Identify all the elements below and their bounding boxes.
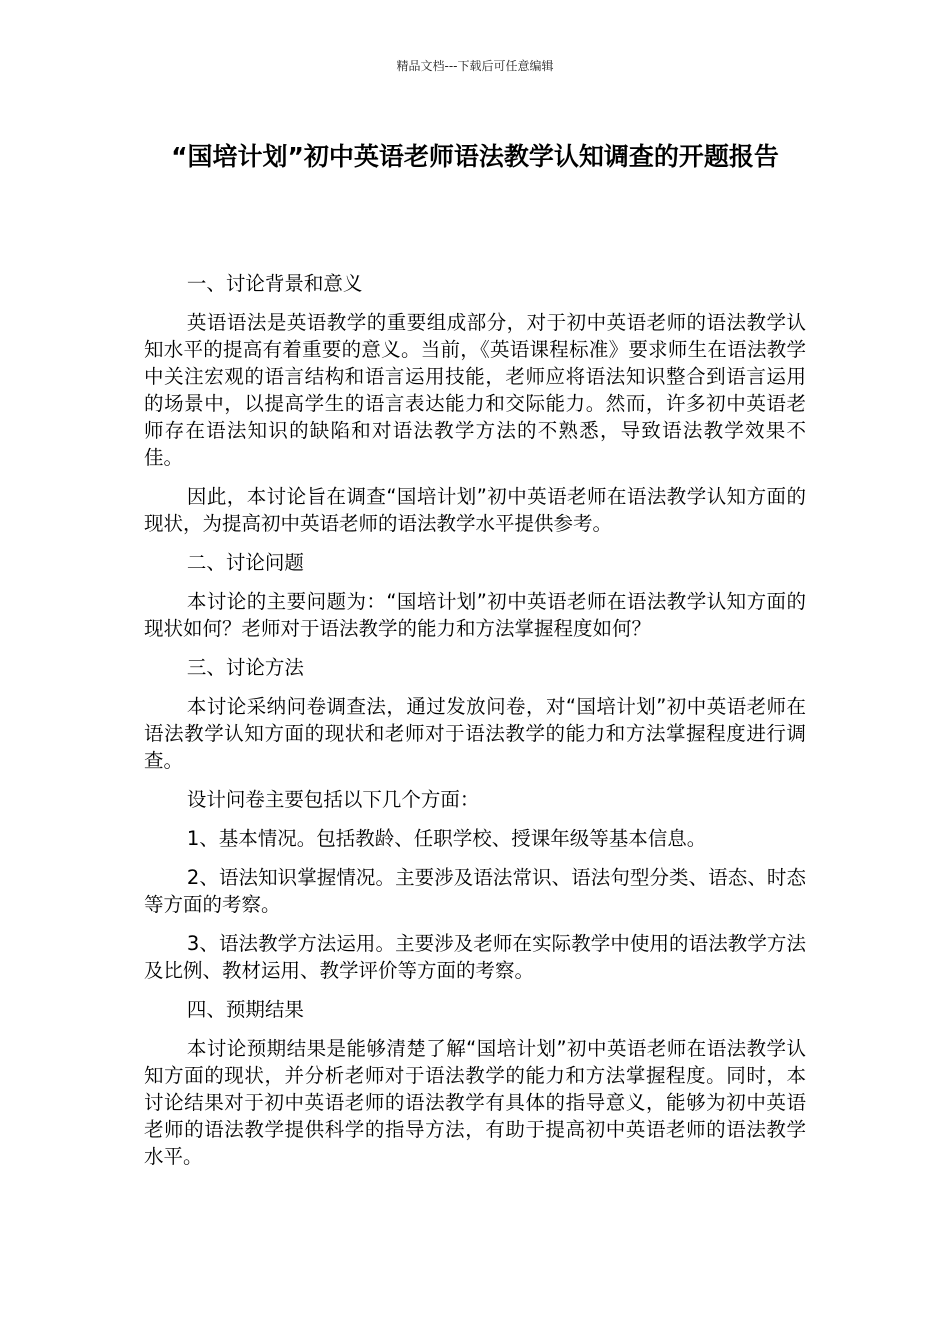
- section-heading-methods: 三、讨论方法: [186, 656, 304, 679]
- paragraph-questions: 本讨论的主要问题为：“国培计划”初中英语老师在语法教学认知方面的现状如何？老师对于语法教学的能力和方法掌握程度如何？: [144, 590, 806, 640]
- paragraph-background: 英语语法是英语教学的重要组成部分，对于初中英语老师的语法教学认知水平的提高有着重要的意义。当前，《英语课程标准》要求师生在语法教学中关注宏观的语言结构和语言运用技能，老师应将语法知识整合到语言运用的场景中，以提高学生的语言表达能力和交际能力。然而，许多初中英语老师存在语法知识的缺陷和对语法教学方法的不熟悉，导致语法教学效果不佳。: [144, 311, 806, 469]
- page-header: 精品文档---下载后可任意编辑: [396, 59, 554, 73]
- paragraph-expected-results: 本讨论预期结果是能够清楚了解“国培计划”初中英语老师在语法教学认知方面的现状，并分析老师对于语法教学的能力和方法掌握程度。同时，本讨论结果对于初中英语老师的语法教学有具体的指导意义，能够为初中英语老师的语法教学提供科学的指导方法，有助于提高初中英语老师的语法教学水平。: [144, 1037, 806, 1168]
- paragraph-questionnaire-intro: 设计问卷主要包括以下几个方面：: [186, 788, 480, 811]
- list-item-basic-info: 1、基本情况。包括教龄、任职学校、授课年级等基本信息。: [186, 827, 707, 850]
- section-heading-background: 一、讨论背景和意义: [186, 272, 363, 295]
- document-body: [144, 270, 806, 1182]
- paragraph-methods: 本讨论采纳问卷调查法，通过发放问卷，对“国培计划”初中英语老师在语法教学认知方面的现状和老师对于语法教学的能力和方法掌握程度进行调查。: [144, 695, 806, 772]
- list-item-grammar-knowledge: 2、语法知识掌握情况。主要涉及语法常识、语法句型分类、语态、时态等方面的考察。: [144, 866, 806, 916]
- paragraph-purpose: 因此，本讨论旨在调查“国培计划”初中英语老师在语法教学认知方面的现状，为提高初中英语老师的语法教学水平提供参考。: [144, 485, 806, 535]
- document-title: “国培计划”初中英语老师语法教学认知调查的开题报告: [171, 142, 779, 171]
- section-heading-expected-results: 四、预期结果: [186, 998, 304, 1021]
- list-item-teaching-methods: 3、语法教学方法运用。主要涉及老师在实际教学中使用的语法教学方法及比例、教材运用、教学评价等方面的考察。: [144, 932, 806, 982]
- section-heading-questions: 二、讨论问题: [186, 551, 304, 574]
